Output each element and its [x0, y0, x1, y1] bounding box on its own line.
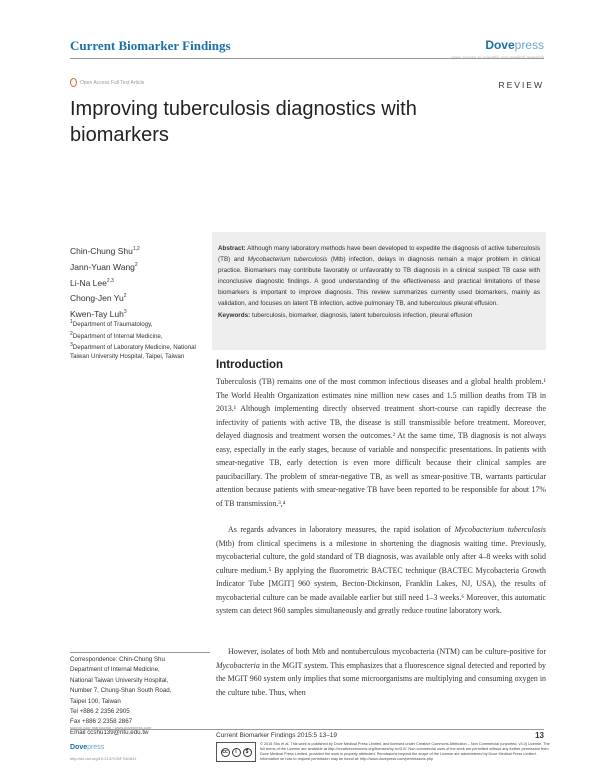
author: Kwen-Tay Luh$^3$: [70, 309, 127, 320]
nc-icon: $: [243, 748, 252, 757]
abstract-text: Abstract: Although many laboratory methods have been developed to expedite the diagnosis of active tuberculosis (TB) and Mycobacterium tuberculosis (Mtb) infection, delays in diagnosis remain a major problem in clinical practice. Biomarkers may contribute favorably or unfavorably to TB diagnosis in a clinical suspect TB case with inconclusive diagnostic findings. A good understanding of the effectiveness and practical limitations of these biomarkers is important to improve diagnosis. This review summarizes currently used biomarkers, mainly as validation, and focuses on latent TB infection, active pulmonary TB, and tuberculous pleural effusion.: [218, 245, 541, 307]
affiliation: $^2$Department of Internal Medicine,: [70, 330, 163, 340]
by-icon: i: [232, 748, 241, 757]
author: Li-Na Lee$^{2,3}$: [70, 277, 114, 288]
section-heading-introduction: Introduction: [216, 359, 284, 371]
journal-title: Current Biomarker Findings: [70, 38, 231, 53]
cc-icon: cc: [222, 748, 228, 755]
author: Jann-Yuan Wang$^2$: [70, 261, 138, 272]
abstract-label: Abstract:: [218, 245, 246, 252]
article-type: REVIEW: [498, 80, 544, 90]
correspondence-email[interactable]: Email ccshu139@ntu.edu.tw: [70, 728, 149, 736]
publisher-logo[interactable]: [485, 38, 544, 52]
open-access-badge: [70, 78, 144, 87]
author: Chin-Chung Shu$^{1,2}$: [70, 245, 140, 256]
affiliation: $^3$Department of Laboratory Medicine, National Taiwan University Hospital, Taipei, Taiwan: [70, 342, 196, 360]
page-number: 13: [535, 731, 544, 740]
body-paragraph: Tuberculosis (TB) remains one of the most common infectious diseases and a global health problem.¹ The World Health Organization estimates nine million new cases and 1.5 million deaths from TB in 2013.¹ Although implementing directly observed treatment short-course can rapidly decrease the infectivity of patients with active TB, the disease is still transmissible before treatment. Moreover, delayed diagnosis and treatment worsen the outcomes.² At the same time, TB diagnosis is not always easy, especially in the early stages, because of variable and nonspecific presentations. In patients with smear-negative TB, early detection is even more difficult because their clinical samples are paucibacillary. The problem of smear-negative TB, as well as smear-positive TB, warrants particular attention because patients with smear-negative TB have been reported to be responsible for about 17% of TB transmission.³,⁴: [216, 377, 546, 508]
author-list: [70, 242, 140, 321]
submit-manuscript-link[interactable]: submit your manuscript | www.dovepress.com: [70, 725, 152, 730]
creative-commons-badge[interactable]: [216, 742, 256, 762]
keywords-label: Keywords:: [218, 312, 251, 319]
publisher-logo-bold: Dove: [485, 38, 515, 52]
doi-link[interactable]: http://dx.doi.org/10.2147/CBF.S61641: [70, 756, 137, 761]
correspondence-label: Correspondence: Chin-Chung Shu: [70, 656, 165, 663]
open-access-label: Open Access Full Text Article: [80, 79, 145, 86]
abstract-box: [212, 232, 546, 350]
header-divider: [70, 58, 544, 59]
body-paragraph: As regards advances in laboratory measures, the rapid isolation of Mycobacterium tuberculosis (Mtb) from clinical specimens is a milestone in shortening the diagnosis waiting time. Previously, mycobacterial culture, the gold standard of TB diagnosis, was available only after 4–8 weeks with solid culture medium.⁵ By applying the fluorometric BACTEC technique (BACTEC Mycobacteria Growth Indicator Tube [MGIT] 960 system, Becton-Dickinson, Franklin Lakes, NJ, USA), the results of mycobacterial culture can be made available earlier but still need 1–3 weeks.⁶ Moreover, this automatic system can detect 960 samples simultaneously and greatly reduce routine laboratory work.: [216, 525, 546, 616]
correspondence-divider: [70, 652, 210, 653]
correspondence-block: Correspondence: Chin-Chung Shu Department of Internal Medicine, National Taiwan University Hospital, Number 7, Chung-Shan South Road, Taipei 100, Taiwan Tel +886 2 2356 2905 Fax +886 2 2358 2867 Email ccshu139@ntu.edu.tw: [70, 655, 210, 738]
footer-publisher-logo[interactable]: Dovepress: [70, 744, 105, 751]
author: Chong-Jen Yu$^2$: [70, 293, 127, 304]
body-paragraph: However, isolates of both Mtb and nontuberculous mycobacteria (NTM) can be culture-positive for Mycobacteria in the MGIT system. This emphasizes that a fluorescence signal detected and reported by the MGIT 960 system only implies that some microorganisms are multiplying and consuming oxygen in the culture tube. Thus, when: [216, 647, 546, 697]
article-title: Improving tuberculosis diagnostics with biomarkers: [70, 98, 417, 146]
affiliation: $^1$Department of Traumatology,: [70, 319, 153, 329]
license-text: © 2015 Shu et al. This work is published by Dove Medical Press Limited, and licensed under Creative Commons Attribution – Non Commercial (unported, v3.0) License. The full terms of the License are available at http://creativecommons.org/licenses/by-nc/3.0/. Non-commercial uses of the work are permitted without any further permission from Dove Medical Press Limited, provided the work is properly attributed. Permissions beyond the scope of the License are administered by Dove Medical Press Limited. Information on how to request permission may be found at: http://www.dovepress.com/permissions.php: [260, 742, 550, 761]
journal-citation: Current Biomarker Findings 2015:5 13–19: [216, 732, 338, 739]
publisher-tagline: open access to scientific and medical research: [450, 55, 544, 60]
footer-divider: [70, 729, 544, 730]
keywords: Keywords: tuberculosis, biomarker, diagnosis, latent tuberculosis infection, pleural effusion: [218, 312, 473, 319]
open-access-lock-icon: [70, 78, 77, 87]
publisher-logo-light: press: [514, 38, 544, 52]
affiliations: [70, 318, 215, 361]
